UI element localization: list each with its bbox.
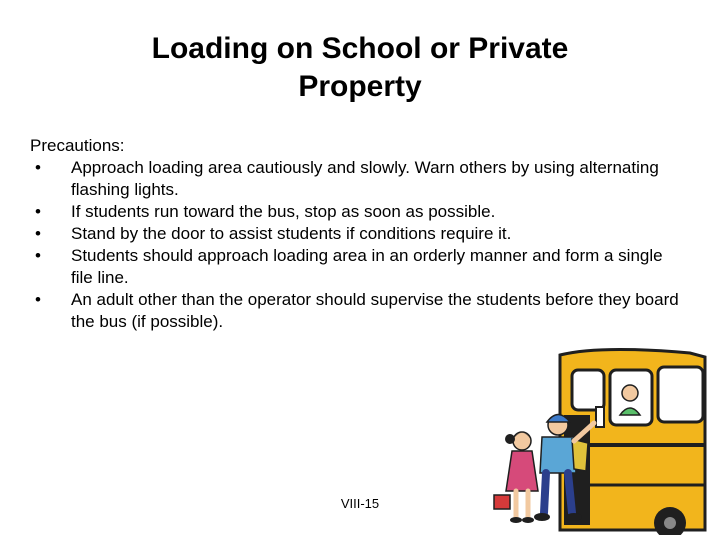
- girl-legs: [516, 491, 528, 517]
- boy-shoe: [566, 513, 582, 521]
- girl-ponytail: [505, 434, 515, 444]
- page-number: VIII-15: [340, 496, 380, 511]
- bullet-item: • If students run toward the bus, stop as soon as possible.: [30, 201, 680, 223]
- bullet-item: • Students should approach loading area in an orderly manner and form a single file line.: [30, 245, 680, 289]
- boy-shoe: [534, 513, 550, 521]
- bus-window: [572, 370, 604, 410]
- girl-shoe: [522, 517, 534, 523]
- slide-title: [0, 30, 720, 106]
- slide-title-line-2: Property: [298, 70, 422, 103]
- bus-mirror: [596, 407, 604, 427]
- girl-dress: [506, 451, 538, 491]
- girl-head: [513, 432, 531, 450]
- girl-shoe: [510, 517, 522, 523]
- boy-legs: [544, 473, 572, 513]
- girl-lunchbox: [494, 495, 510, 509]
- boy-shirt: [540, 437, 576, 473]
- window-child-head: [622, 385, 638, 401]
- bullet-item: • Stand by the door to assist students if conditions require it.: [30, 223, 680, 245]
- bullet-item: • An adult other than the operator should supervise the students before they board the bus (if possible).: [30, 289, 680, 333]
- boy-backpack: [572, 439, 588, 471]
- bus-hubcap: [664, 517, 676, 529]
- slide-title-line-1: Loading on School or Private: [151, 32, 569, 65]
- bus-window: [658, 367, 703, 422]
- school-bus-children-clipart-icon: [490, 345, 710, 535]
- bullet-item: • Approach loading area cautiously and slowly. Warn others by using alternating flashing lights.: [30, 157, 680, 201]
- slide-body: [30, 135, 680, 333]
- precautions-list: [30, 157, 680, 333]
- precautions-heading: Precautions:: [30, 136, 125, 155]
